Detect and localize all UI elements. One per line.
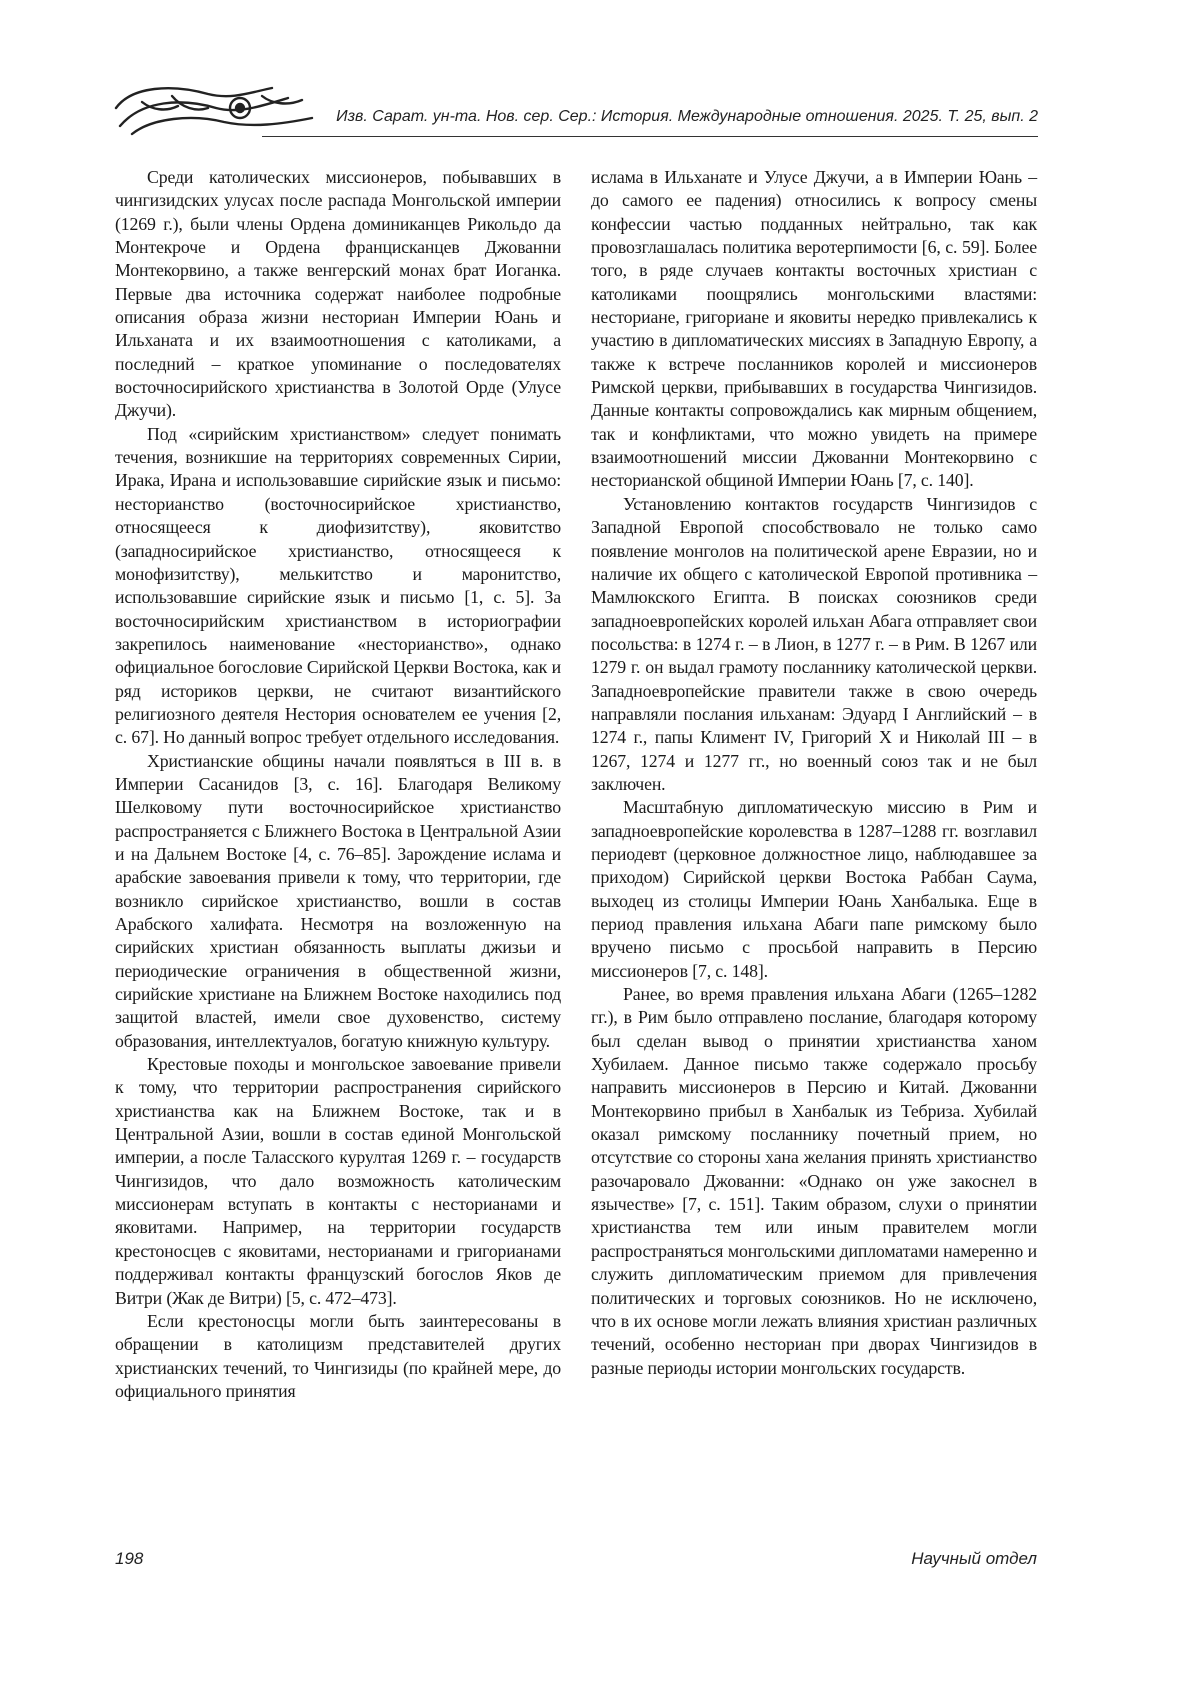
header-rule: [262, 136, 1038, 137]
right-column: [591, 166, 1037, 1380]
left-column: [115, 166, 561, 1403]
paragraph: ислама в Ильханате и Улусе Джучи, а в Империи Юань – до самого ее падения) относились к вопросу смены конфессии частью подданных нейтрально, так как провозглашалась политика веротерпимости [6, с. 59]. Более того, в ряде случаев контакты восточных христиан с католиками поощрялись монгольскими властями: несториане, григориане и яковиты нередко привлекались к участию в дипломатических миссиях в Западную Европу, а также к встрече посланников королей и миссионеров Римской церкви, прибывавших в государства Чингизидов. Данные контакты сопровождались как мирным общением, так и конфликтами, что можно увидеть на примере взаимоотношений миссии Джованни Монтекорвино с несторианской общиной Империи Юань [7, с. 140].: [591, 167, 1037, 491]
paragraph: Под «сирийским христианством» следует понимать течения, возникшие на территориях современных Сирии, Ирака, Ирана и использовавшие сирийские язык и письмо: несторианство (восточносирийское христианство, относящееся к диофизитству), яковитство (западносирийское христианство, относящееся к монофизитству), мелькитство и маронитство, использовавшие сирийские язык и письмо [1, с. 5]. За восточносирийским христианством в историографии закрепилось наименование «несторианство», однако официальное богословие Сирийской Церкви Востока, как и ряд историков церкви, не считают византийского религиозного деятеля Нестория основателем ее учения [2, с. 67]. Но данный вопрос требует отдельного исследования.: [115, 423, 561, 748]
paragraph: Крестовые походы и монгольское завоевание привели к тому, что территории распространения сирийского христианства как на Ближнем Востоке, так и в Центральной Азии, вошли в состав единой Монгольской империи, а после Таласского курултая 1269 г. – государств Чингизидов, что дало возможность католическим миссионерам вступать в контакты с несторианами и яковитами. Например, на территории государств крестоносцев с яковитами, несторианами и григорианами поддерживал контакты французский богослов Яков де Витри (Жак де Витри) [5, с. 472–473].: [115, 1054, 561, 1308]
section-label: Научный отдел: [911, 1549, 1037, 1568]
paragraph: Среди католических миссионеров, побывавших в чингизидских улусах после распада Монгольской империи (1269 г.), были члены Ордена доминиканцев Рикольдо да Монтекроче и Ордена францисканцев Джованни Монтекорвино, а также венгерский монах брат Иоганка. Первые два источника содержат наиболее подробные описания образа жизни несториан Империи Юань и Ильханата и их взаимоотношения с католиками, а последний – краткое упоминание о последователях восточносирийского христианства в Золотой Орде (Улусе Джучи).: [115, 167, 561, 421]
paragraph: Если крестоносцы могли быть заинтересованы в обращении в католицизм представителей других христианских течений, то Чингизиды (по крайней мере, до официального принятия: [115, 1310, 561, 1401]
page-header: [112, 78, 1038, 142]
paragraph: Христианские общины начали появляться в III в. в Империи Сасанидов [3, с. 16]. Благодаря Великому Шелковому пути восточносирийское христианство распространяется с Ближнего Востока в Центральной Азии и на Дальнем Востоке [4, с. 76–85]. Зарождение ислама и арабские завоевания привели к тому, что территории, где возникло сирийское христианство, вошли в состав Арабского халифата. Несмотря на возложенную на сирийских христиан обязанность выплаты джизьи и периодические ограничения в общественной жизни, сирийские христиане на Ближнем Востоке находились под защитой властей, имели свое духовенство, систему образования, интеллектуалов, богатую книжную культуру.: [115, 750, 561, 1051]
article-body: [115, 166, 1037, 1546]
paragraph: Установлению контактов государств Чингизидов с Западной Европой способствовало не только само появление монголов на политической арене Евразии, но и наличие их общего с католической Европой противника – Мамлюкского Египта. В поисках союзников среди западноевропейских королей ильхан Абага отправляет свои посольства: в 1274 г. – в Лион, в 1277 г. – в Рим. В 1267 или 1279 г. он выдал грамоту посланнику католической церкви. Западноевропейские правители также в свою очередь направляли послания ильханам: Эдуард I Английский – в 1274 г., папы Климент IV, Григорий X и Николай III – в 1267, 1274 и 1277 гг., но военный союз так и не был заключен.: [591, 493, 1037, 794]
paragraph: Масштабную дипломатическую миссию в Рим и западноевропейские королевства в 1287–1288 гг. возглавил периодевт (церковное должностное лицо, наблюдавшее за приходом) Сирийской церкви Востока Раббан Саума, выходец из столицы Империи Юань Ханбалыка. Еще в период правления ильхана Абаги папе римскому было вручено письмо с просьбой направить в Персию миссионеров [7, с. 148].: [591, 797, 1037, 981]
journal-citation: Изв. Сарат. ун-та. Нов. сер. Сер.: История. Международные отношения. 2025. Т. 25, вып. 2: [336, 108, 1038, 125]
paragraph: Ранее, во время правления ильхана Абаги (1265–1282 гг.), в Рим было отправлено послание, благодаря которому был сделан вывод о принятии христианства ханом Хубилаем. Данное письмо также содержало просьбу направить миссионеров в Персию и Китай. Джованни Монтекорвино прибыл в Ханбалык из Тебриза. Хубилай оказал римскому посланнику почетный прием, но отсутствие со стороны хана желания принять христианство разочаровало Джованни: «Однако он уже закоснел в язычестве» [7, с. 151]. Таким образом, слухи о принятии христианства тем или иным правителем могли распространяться монгольскими дипломатами намеренно и служить дипломатическим приемом для привлечения политических и торговых союзников. Но не исключено, что в их основе могли лежать влияния христиан различных течений, особенно несториан при дворах Чингизидов в разные периоды истории монгольских государств.: [591, 984, 1037, 1378]
page-footer: [115, 1549, 1037, 1573]
page-number: 198: [115, 1549, 144, 1568]
ornament-logo-icon: [112, 78, 322, 138]
